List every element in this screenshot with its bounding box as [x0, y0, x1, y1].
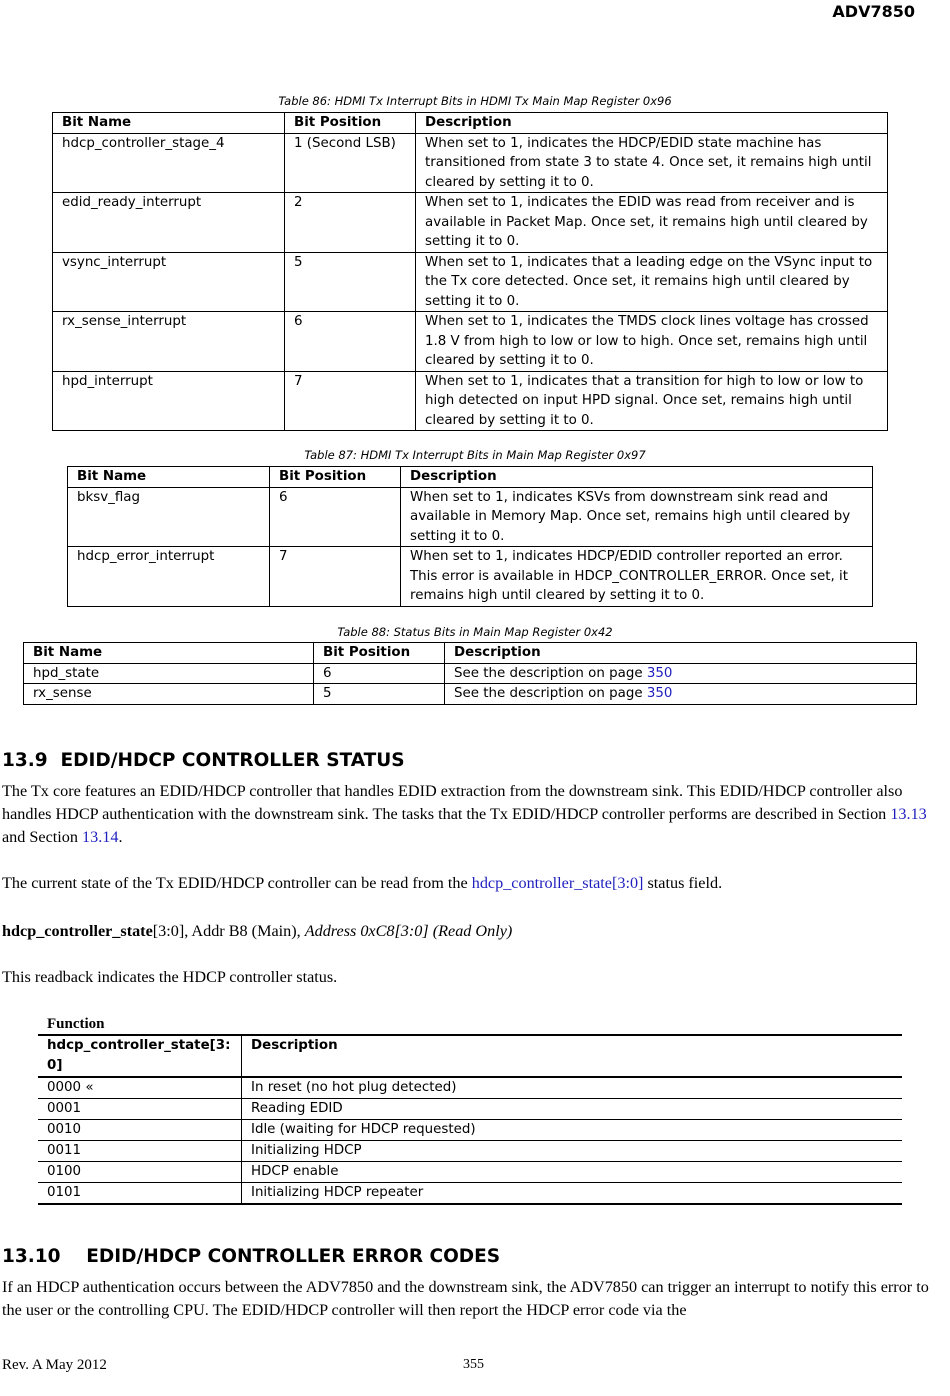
- table88: [23, 642, 917, 705]
- function-table-title: Function: [38, 1012, 902, 1035]
- table-row: [38, 1162, 902, 1183]
- column-header: Description: [416, 113, 888, 134]
- table86: [52, 112, 888, 431]
- bit-name-cell: rx_sense_interrupt: [53, 312, 285, 372]
- column-header: Description: [445, 643, 917, 664]
- register-address-detail: Address 0xC8[3:0] (Read Only): [304, 922, 513, 940]
- state-value-cell: 0101: [38, 1183, 242, 1205]
- state-value-cell: 0100: [38, 1162, 242, 1183]
- table-row: [53, 312, 888, 372]
- bit-position-cell: 7: [270, 547, 401, 607]
- paragraph-text: status field.: [643, 874, 723, 892]
- bit-name-cell: hpd_interrupt: [53, 371, 285, 431]
- paragraph-text: .: [118, 828, 123, 846]
- page-link[interactable]: 350: [646, 686, 673, 701]
- bit-name-cell: hdcp_error_interrupt: [68, 547, 270, 607]
- section-heading-13-10: 13.10 EDID/HDCP CONTROLLER ERROR CODES: [2, 1246, 501, 1267]
- table-row: [38, 1120, 902, 1141]
- description-cell: When set to 1, indicates the EDID was read from receiver and is available in Packet Map. Once set, it remains high until cleared by setting it to 0.: [416, 193, 888, 253]
- state-value-cell: 0011: [38, 1141, 242, 1162]
- state-description-cell: Idle (waiting for HDCP requested): [242, 1120, 903, 1141]
- bit-position-cell: 2: [285, 193, 416, 253]
- footer-page-number: 355: [463, 1357, 484, 1372]
- page-link[interactable]: 350: [646, 665, 673, 681]
- state-value-cell: 0010: [38, 1120, 242, 1141]
- bit-name-cell: hdcp_controller_stage_4: [53, 133, 285, 193]
- description-cell: When set to 1, indicates KSVs from downstream sink read and available in Memory Map. Once set, remains high until cleared by setting it to 0.: [401, 487, 873, 547]
- column-header: Bit Name: [68, 467, 270, 488]
- paragraph-text: The Tx core features an EDID/HDCP controller that handles EDID extraction from the downstream sink. This EDID/HDCP controller also handles HDCP authentication with the downstream sink. The tasks that the Tx EDID/HDCP controller performs are described in Section: [2, 782, 903, 823]
- table-row: [68, 487, 873, 547]
- bit-name-cell: rx_sense: [24, 684, 314, 705]
- state-value-cell: 0001: [38, 1099, 242, 1120]
- bit-position-cell: 6: [314, 663, 445, 684]
- state-description-cell: HDCP enable: [242, 1162, 903, 1183]
- table-row: [53, 252, 888, 312]
- bit-name-cell: vsync_interrupt: [53, 252, 285, 312]
- table87: [67, 466, 873, 607]
- bit-position-cell: 6: [270, 487, 401, 547]
- state-description-cell: Initializing HDCP repeater: [242, 1183, 903, 1205]
- table-row: [53, 371, 888, 431]
- column-header: Description: [401, 467, 873, 488]
- bit-name-cell: bksv_flag: [68, 487, 270, 547]
- description-cell: When set to 1, indicates the TMDS clock lines voltage has crossed 1.8 V from high to low or low to high. Once set, remains high until cleared by setting it to 0.: [416, 312, 888, 372]
- description-text: See the description on page: [454, 665, 647, 681]
- section-link-13-14[interactable]: 13.14: [82, 828, 119, 846]
- column-header: Bit Position: [270, 467, 401, 488]
- section-heading-13-9: 13.9 EDID/HDCP CONTROLLER STATUS: [2, 750, 405, 771]
- section-13-9-paragraph-3: This readback indicates the HDCP controller status.: [2, 968, 338, 986]
- section-13-9-paragraph-2: [2, 872, 932, 895]
- footer-revision: Rev. A May 2012: [2, 1357, 107, 1373]
- description-cell: When set to 1, indicates that a transition for high to low or low to high detected on input HPD signal. Once set, remains high until cleared by setting it to 0.: [416, 371, 888, 431]
- description-cell: When set to 1, indicates HDCP/EDID controller reported an error. This error is available in HDCP_CONTROLLER_ERROR. Once set, it remains high until cleared by setting it to 0.: [401, 547, 873, 607]
- state-description-cell: In reset (no hot plug detected): [242, 1077, 903, 1099]
- register-definition: [2, 920, 932, 943]
- register-name: hdcp_controller_state: [2, 922, 153, 940]
- table-row: [53, 193, 888, 253]
- description-cell: When set to 1, indicates the HDCP/EDID state machine has transitioned from state 3 to state 4. Once set, it remains high until cleared by setting it to 0.: [416, 133, 888, 193]
- bit-position-cell: 5: [314, 684, 445, 705]
- description-cell: When set to 1, indicates that a leading edge on the VSync input to the Tx core detected. Once set, it remains high until cleared by setting it to 0.: [416, 252, 888, 312]
- column-header: Bit Name: [24, 643, 314, 664]
- bit-position-cell: 1 (Second LSB): [285, 133, 416, 193]
- table87-caption: Table 87: HDMI Tx Interrupt Bits in Main Map Register 0x97: [304, 448, 646, 462]
- register-address: , Addr B8 (Main),: [184, 922, 305, 940]
- state-description-cell: Reading EDID: [242, 1099, 903, 1120]
- table88-caption: Table 88: Status Bits in Main Map Register 0x42: [337, 625, 613, 639]
- description-cell: [445, 663, 917, 684]
- section-13-10-paragraph-1: If an HDCP authentication occurs between the ADV7850 and the downstream sink, the ADV7850 can trigger an interrupt to notify this error to the user or the controlling CPU. The EDID/HDCP controller will then report the HDCP error code via the: [2, 1278, 929, 1319]
- paragraph-text: The current state of the Tx EDID/HDCP controller can be read from the: [2, 874, 472, 892]
- register-link[interactable]: hdcp_controller_state[3:0]: [471, 874, 644, 892]
- column-header: Bit Position: [285, 113, 416, 134]
- description-cell: [445, 684, 917, 705]
- table-row: [38, 1141, 902, 1162]
- table-row: [38, 1183, 902, 1205]
- table-row: [53, 133, 888, 193]
- table-row: [38, 1099, 902, 1120]
- table-row: [68, 547, 873, 607]
- function-table: [38, 1012, 902, 1205]
- state-value-cell: 0000 «: [38, 1077, 242, 1099]
- column-header: Description: [242, 1035, 903, 1077]
- paragraph-text: and Section: [2, 828, 83, 846]
- table86-caption: Table 86: HDMI Tx Interrupt Bits in HDMI Tx Main Map Register 0x96: [278, 94, 672, 108]
- bit-name-cell: edid_ready_interrupt: [53, 193, 285, 253]
- table-row: [24, 684, 917, 705]
- table-row: [38, 1077, 902, 1099]
- bit-position-cell: 6: [285, 312, 416, 372]
- bit-position-cell: 7: [285, 371, 416, 431]
- register-bits: [3:0]: [152, 922, 185, 940]
- document-header-title: ADV7850: [832, 2, 915, 21]
- column-header: Bit Position: [314, 643, 445, 664]
- state-description-cell: Initializing HDCP: [242, 1141, 903, 1162]
- column-header: hdcp_controller_state[3:0]: [38, 1035, 242, 1077]
- column-header: Bit Name: [53, 113, 285, 134]
- bit-position-cell: 5: [285, 252, 416, 312]
- bit-name-cell: hpd_state: [24, 663, 314, 684]
- section-13-9-paragraph-1: [2, 780, 932, 849]
- description-text: See the description on page: [454, 686, 647, 701]
- table-row: [24, 663, 917, 684]
- section-link-13-13[interactable]: 13.13: [890, 805, 927, 823]
